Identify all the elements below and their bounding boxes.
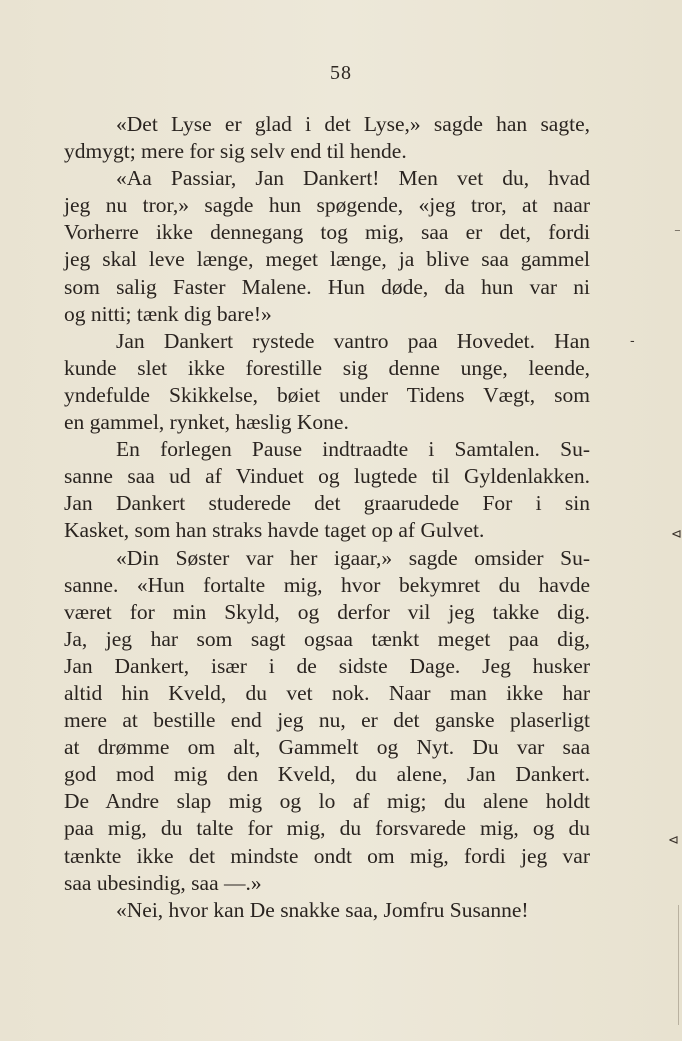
text-line: god mod mig den Kveld, du alene, Jan Dankert. xyxy=(64,762,590,787)
text-line: paa mig, du talte for mig, du forsvarede mig, og du xyxy=(64,816,590,841)
text-line: mere at bestille end jeg nu, er det ganske plaserligt xyxy=(64,708,590,733)
text-line: kunde slet ikke forestille sig denne unge, leende, xyxy=(64,355,590,380)
text-line: «Din Søster var her igaar,» sagde omsider Su- xyxy=(116,545,590,570)
text-line: «Det Lyse er glad i det Lyse,» sagde han sagte, xyxy=(116,112,590,136)
text-line: at drømme om alt, Gammelt og Nyt. Du var saa xyxy=(64,735,590,760)
margin-mark: ⁻ xyxy=(674,226,681,241)
text-line: jeg skal leve længe, meget længe, ja blive saa gammel xyxy=(64,247,590,272)
text-line: ydmygt; mere for sig selv end til hende. xyxy=(64,139,407,164)
text-line: været for min Skyld, og derfor vil jeg takke dig. xyxy=(64,599,590,624)
text-line: tænkte ikke det mindste ondt om mig, fordi jeg var xyxy=(64,843,590,868)
text-line: yndefulde Skikkelse, bøiet under Tidens Vægt, som xyxy=(64,382,590,407)
body-text xyxy=(64,111,590,924)
text-line: Vorherre ikke dennegang tog mig, saa er det, fordi xyxy=(64,220,590,245)
text-line: saa ubesindig, saa —.» xyxy=(64,870,262,895)
margin-mark: ⊲ xyxy=(671,527,682,542)
text-line: Jan Dankert rystede vantro paa Hovedet. Han xyxy=(116,328,590,353)
text-line: jeg nu tror,» sagde hun spøgende, «jeg tror, at naar xyxy=(64,193,590,218)
margin-mark: - xyxy=(630,334,635,349)
text-line: og nitti; tænk dig bare!» xyxy=(64,301,272,326)
text-line: en gammel, rynket, hæslig Kone. xyxy=(64,410,349,435)
text-line: Ja, jeg har som sagt ogsaa tænkt meget paa dig, xyxy=(64,626,590,651)
text-line: Jan Dankert studerede det graarudede For i sin xyxy=(64,491,590,516)
text-line: De Andre slap mig og lo af mig; du alene holdt xyxy=(64,789,590,814)
text-line: Kasket, som han straks havde taget op af Gulvet. xyxy=(64,518,485,543)
text-line: Jan Dankert, især i de sidste Dage. Jeg husker xyxy=(64,653,590,678)
page-edge xyxy=(678,905,679,1025)
margin-mark: ⊲ xyxy=(668,833,679,848)
text-line: sanne. «Hun fortalte mig, hvor bekymret du havde xyxy=(64,572,590,597)
text-line: altid hin Kveld, du vet nok. Naar man ikke har xyxy=(64,680,590,705)
page-number: 58 xyxy=(330,62,352,84)
text-line: som salig Faster Malene. Hun døde, da hun var ni xyxy=(64,274,590,299)
text-line: En forlegen Pause indtraadte i Samtalen. Su- xyxy=(116,437,590,462)
text-line: «Aa Passiar, Jan Dankert! Men vet du, hvad xyxy=(116,166,590,191)
text-line: «Nei, hvor kan De snakke saa, Jomfru Susanne! xyxy=(116,897,529,922)
text-line: sanne saa ud af Vinduet og lugtede til Gyldenlakken. xyxy=(64,464,590,489)
